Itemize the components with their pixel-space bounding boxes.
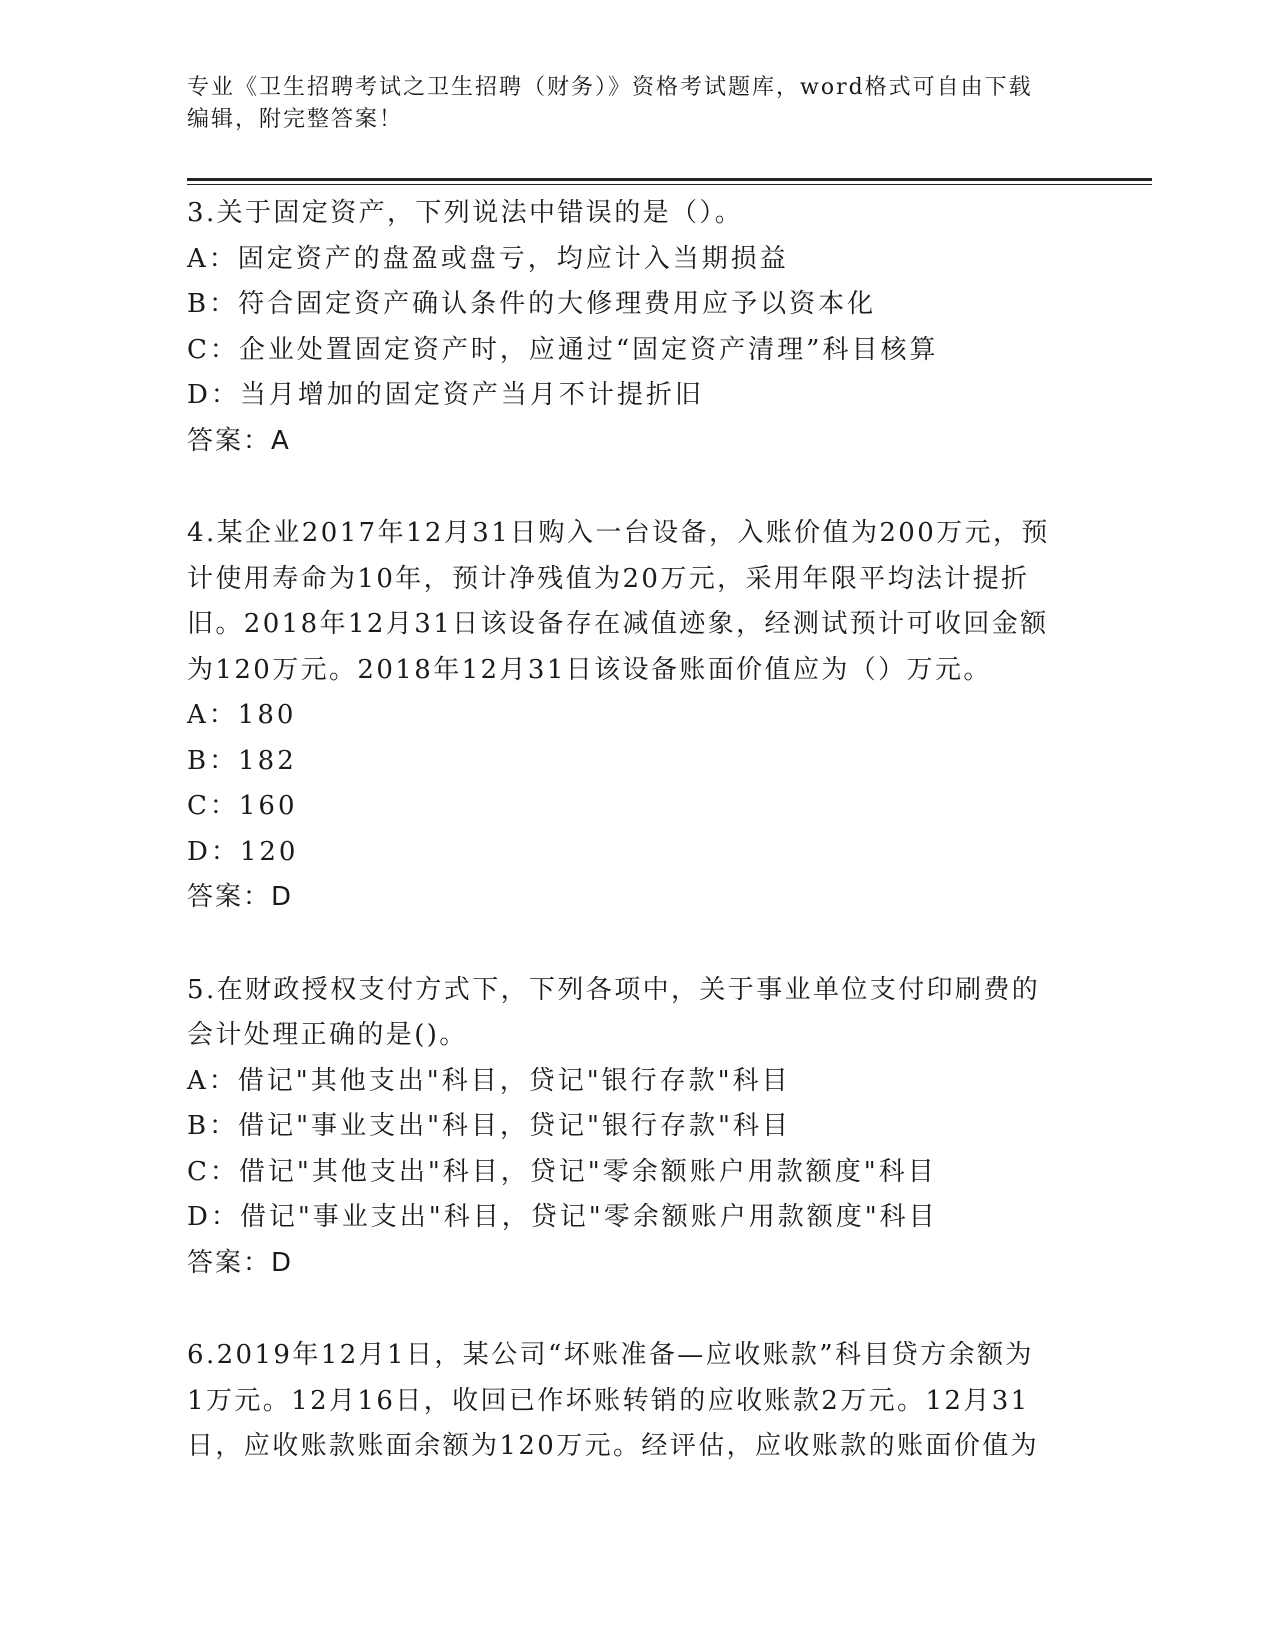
question-4: [187, 511, 1097, 921]
header-line: 专业《卫生招聘考试之卫生招聘（财务）》资格考试题库，word格式可自由下载: [187, 75, 1033, 100]
stem-line: 会计处理正确的是()。: [187, 1020, 468, 1050]
answer-text: 答案：D: [187, 882, 294, 912]
question-stem: [187, 191, 1097, 237]
answer-text: 答案：D: [187, 1247, 294, 1278]
option-b: B：182: [187, 745, 297, 776]
question-3: [187, 191, 1097, 464]
option-a: A：借记"其他支出"科目，贷记"银行存款"科目: [187, 1065, 791, 1096]
option-d: D：借记"事业支出"科目，贷记"零余额账户用款额度"科目: [187, 1202, 938, 1232]
stem-line: 旧。2018年12月31日该设备存在减值迹象，经测试预计可收回金额: [187, 609, 1049, 639]
stem-line: 1万元。12月16日，收回已作坏账转销的应收账款2万元。12月31: [187, 1385, 1030, 1416]
option-a: A：固定资产的盘盈或盘亏，均应计入当期损益: [187, 243, 789, 274]
option-b: B：符合固定资产确认条件的大修理费用应予以资本化: [187, 289, 877, 319]
option-d: D：120: [187, 836, 299, 867]
stem-line: 6.2019年12月1日，某公司“坏账准备—应收账款”科目贷方余额为: [187, 1340, 1034, 1370]
question-5: [187, 968, 1097, 1287]
document-header: [187, 72, 1087, 136]
stem-line: 4.某企业2017年12月31日购入一台设备，入账价值为200万元，预: [187, 518, 1050, 548]
option-a: A：180: [187, 700, 297, 730]
question-list: [187, 191, 1097, 1517]
answer-text: 答案：A: [187, 425, 291, 456]
question-stem: [187, 1333, 1097, 1470]
question-stem: [187, 511, 1097, 693]
stem-line: 为120万元。2018年12月31日该设备账面价值应为（）万元。: [187, 654, 992, 685]
stem-line: 5.在财政授权支付方式下，下列各项中，关于事业单位支付印刷费的: [187, 974, 1041, 1005]
option-b: B：借记"事业支出"科目，贷记"银行存款"科目: [187, 1111, 791, 1141]
stem-line: 3.关于固定资产，下列说法中错误的是（）。: [187, 198, 744, 228]
question-6: [187, 1333, 1097, 1470]
header-divider-thin: [187, 184, 1152, 185]
option-c: C：160: [187, 791, 298, 821]
header-divider-thick: [187, 178, 1152, 181]
stem-line: 计使用寿命为10年，预计净残值为20万元，采用年限平均法计提折: [187, 563, 1030, 594]
option-c: C：借记"其他支出"科目，贷记"零余额账户用款额度"科目: [187, 1156, 937, 1187]
stem-line: 日，应收账款账面余额为120万元。经评估，应收账款的账面价值为: [187, 1431, 1040, 1461]
option-c: C：企业处置固定资产时，应通过“固定资产清理”科目核算: [187, 334, 939, 365]
question-stem: [187, 968, 1097, 1059]
header-line: 编辑，附完整答案！: [187, 107, 404, 132]
option-d: D：当月增加的固定资产当月不计提折旧: [187, 380, 704, 410]
